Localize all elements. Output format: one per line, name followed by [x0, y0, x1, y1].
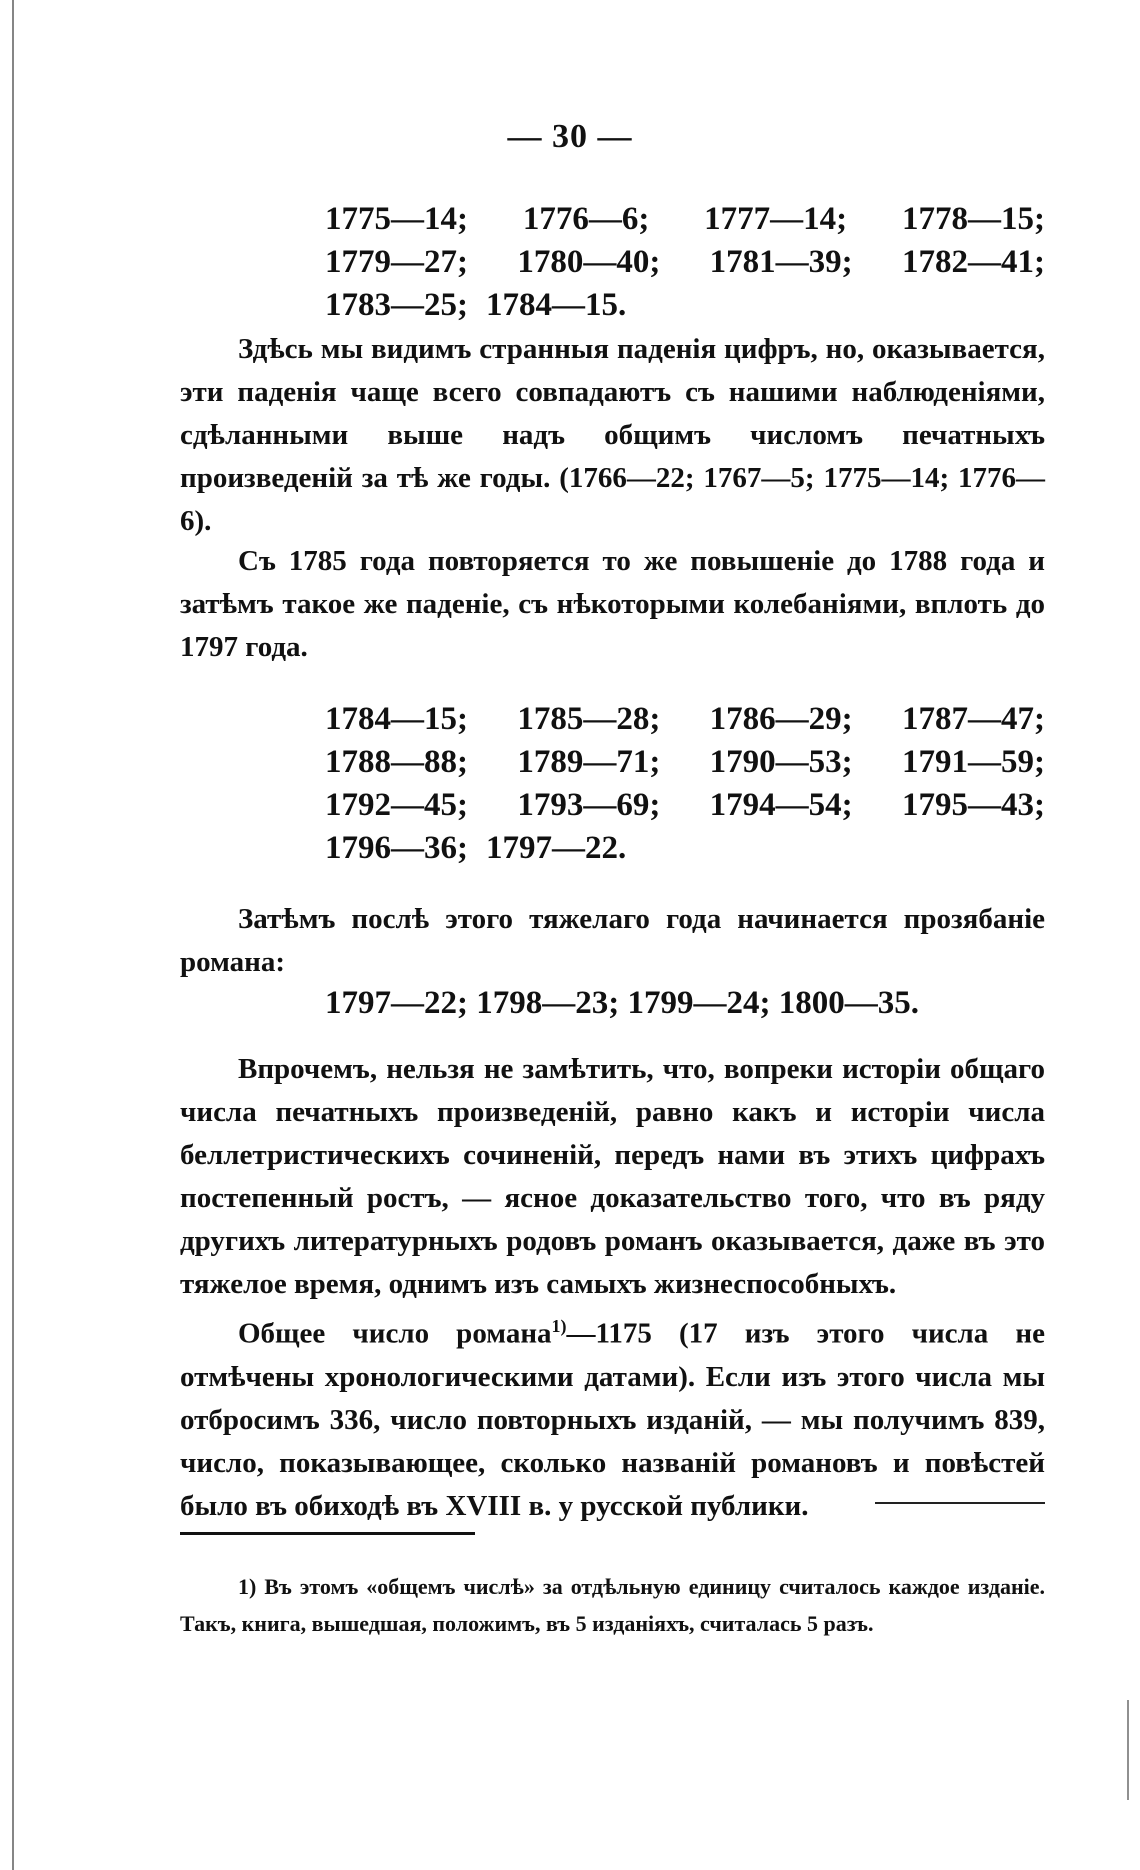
page-number: — 30 —	[507, 118, 633, 155]
paragraph-5-start: Общее число романа	[238, 1317, 552, 1350]
year-count-cell: 1784—15.	[486, 287, 627, 323]
year-count-cell: 1784—15;	[325, 701, 468, 737]
footnote: 1) Въ этомъ «общемъ числѣ» за отдѣльную единицу считалось каждое изданіе. Такъ, книга, вышедшая, положимъ, въ 5 изданіяхъ, считалась 5 разъ.	[180, 1574, 1045, 1636]
year-count-cell: 1781—39;	[709, 244, 853, 280]
year-count-cell: 1794—54;	[709, 787, 853, 823]
year-count-table-1	[325, 198, 1045, 327]
paragraph-5-rest: —1175 (17 изъ этого числа не отмѣчены хронологическими датами). Если изъ этого числа мы отбросимъ 336, число повторныхъ изданій, — мы получимъ 839, число, показывающее, сколько названій романовъ и повѣстей было въ обиходѣ въ XVIII в. у русской публики.	[180, 1317, 1045, 1522]
page-edge-left	[12, 0, 14, 1870]
year-count-cell: 1777—14;	[704, 201, 848, 237]
year-count-cell: 1789—71;	[517, 744, 661, 780]
year-count-cell: 1785—28;	[517, 701, 661, 737]
year-count-cell: 1787—47;	[901, 701, 1045, 737]
year-count-cell: 1778—15;	[901, 201, 1045, 237]
year-count-cell: 1780—40;	[517, 244, 661, 280]
year-count-cell: 1779—27;	[325, 244, 468, 280]
year-count-cell: 1783—25;	[325, 287, 468, 323]
year-count-cell: 1793—69;	[517, 787, 661, 823]
footnote-reference: 1)	[551, 1316, 567, 1336]
year-count-row	[325, 198, 1045, 241]
year-count-cell: 1791—59;	[901, 744, 1045, 780]
year-count-cell: 1797—22.	[486, 830, 627, 866]
paragraph-4: Впрочемъ, нельзя не замѣтить, что, вопреки исторіи общаго числа печатныхъ произведеній, равно какъ и исторіи числа беллетристическихъ сочиненій, передъ нами въ этихъ цифрахъ постепенный ростъ, — ясное доказательство того, что въ ряду другихъ литературныхъ родовъ романъ оказывается, даже въ это тяжелое время, однимъ изъ самыхъ жизнеспособныхъ.	[180, 1053, 1045, 1300]
footnote-separator	[180, 1532, 475, 1535]
year-count-cell: 1775—14;	[325, 201, 468, 237]
year-count-cell: 1788—88;	[325, 744, 468, 780]
year-count-row	[325, 698, 1045, 741]
page-edge-right	[1127, 1700, 1129, 1800]
paragraph-5	[180, 1305, 1045, 1528]
year-count-table-2	[325, 698, 1045, 870]
year-count-cell: 1795—43;	[901, 787, 1045, 823]
year-count-sequence: 1797—22; 1798—23; 1799—24; 1800—35.	[325, 985, 919, 1021]
year-count-cell: 1796—36;	[325, 830, 468, 866]
year-count-row	[325, 284, 1045, 327]
paragraph-1: Здѣсь мы видимъ странныя паденія цифръ, но, оказывается, эти паденія чаще всего совпадаютъ съ нашими наблюденіями, сдѣланными выше надъ общимъ числомъ печатныхъ произведеній за тѣ же годы. (1766—22; 1767—5; 1775—14; 1776—6).	[180, 333, 1045, 537]
year-count-row	[325, 241, 1045, 284]
year-count-cell: 1786—29;	[709, 701, 853, 737]
year-count-row	[325, 827, 1045, 870]
paragraph-2: Съ 1785 года повторяется то же повышеніе до 1788 года и затѣмъ такое же паденіе, съ нѣкоторыми колебаніями, вплоть до 1797 года.	[180, 545, 1045, 663]
trailing-rule	[875, 1502, 1045, 1504]
year-count-cell: 1792—45;	[325, 787, 468, 823]
year-count-cell: 1782—41;	[901, 244, 1045, 280]
paragraph-3: Затѣмъ послѣ этого тяжелаго года начинается прозябаніе романа:	[180, 903, 1045, 978]
year-count-row	[325, 741, 1045, 784]
year-count-row	[325, 784, 1045, 827]
year-count-cell: 1790—53;	[709, 744, 853, 780]
year-count-cell: 1776—6;	[522, 201, 650, 237]
